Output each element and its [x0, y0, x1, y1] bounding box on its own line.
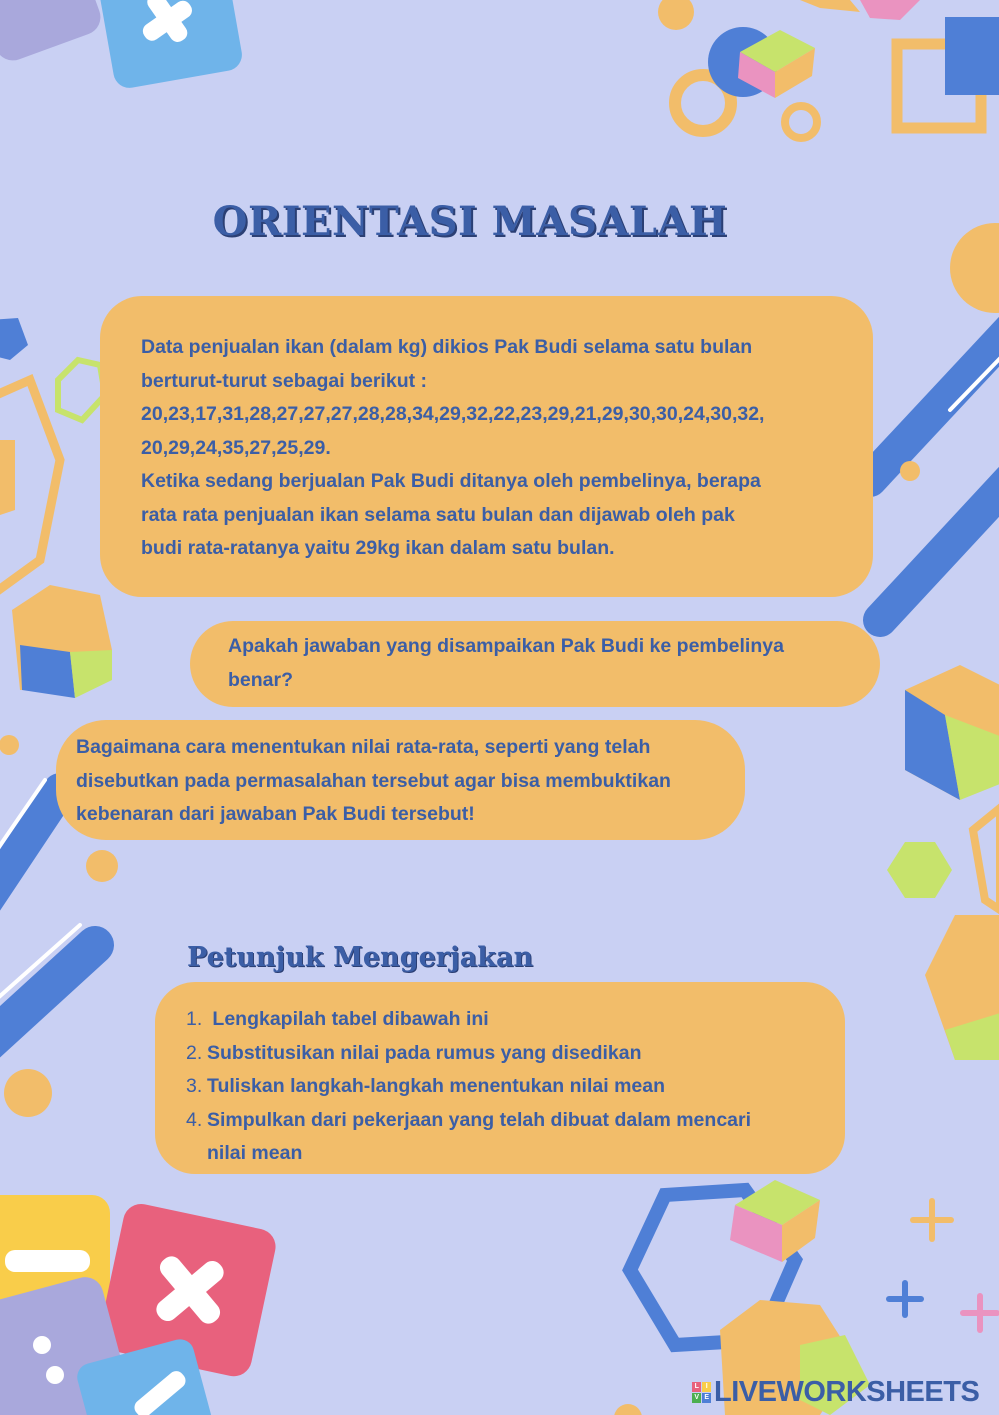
- problem-card: [100, 296, 873, 597]
- plus-blue-icon: [886, 1280, 924, 1318]
- question-line: Bagaimana cara menentukan nilai rata-rata, seperti yang telah: [76, 736, 651, 758]
- problem-data-line: 20,23,17,31,28,27,27,27,28,28,34,29,32,22,23,29,21,29,30,30,24,30,32,: [141, 403, 765, 425]
- liveworksheets-brand: [692, 1372, 979, 1412]
- list-text: Substitusikan nilai pada rumus yang disedikan: [207, 1041, 642, 1064]
- instructions-card: [155, 982, 845, 1174]
- hex-cube-right: [905, 665, 999, 800]
- question-line: Apakah jawaban yang disampaikan Pak Budi ke pembelinya: [228, 635, 784, 657]
- plus-orange-icon: [910, 1198, 954, 1242]
- list-number: 3.: [186, 1075, 203, 1097]
- question-line: kebenaran dari jawaban Pak Budi tersebut!: [76, 803, 475, 825]
- question-card-2: [56, 720, 745, 840]
- brand-name: LIVEWORKSHEETS: [714, 1375, 980, 1408]
- list-text-line: nilai mean: [207, 1142, 303, 1164]
- ring-small: [785, 106, 817, 138]
- problem-line: Ketika sedang berjualan Pak Budi ditanya oleh pembelinya, berapa: [141, 470, 761, 492]
- hex-green-right: [887, 842, 952, 898]
- list-number: 4.: [186, 1108, 203, 1131]
- square-blue: [945, 17, 999, 95]
- list-item: [186, 1070, 825, 1104]
- liveworksheets-logo-icon: L I V E: [692, 1382, 711, 1403]
- problem-data-line: 20,29,24,35,27,25,29.: [141, 436, 331, 459]
- dot-top: [658, 0, 694, 30]
- problem-line: rata rata penjualan ikan selama satu bulan dan dijawab oleh pak: [141, 503, 735, 526]
- list-text: Tuliskan langkah-langkah menentukan nilai mean: [207, 1075, 666, 1097]
- circle-right: [950, 223, 999, 313]
- problem-line: budi rata-ratanya yaitu 29kg ikan dalam satu bulan.: [141, 537, 615, 559]
- list-text-line: Simpulkan dari pekerjaan yang telah dibuat dalam mencari: [207, 1108, 752, 1131]
- instructions-list: [186, 1003, 825, 1171]
- blue-strokes-right: [870, 330, 999, 620]
- hex-green-left: [58, 360, 105, 420]
- question-card-1: [190, 621, 880, 707]
- list-text: [207, 1104, 751, 1171]
- problem-line: berturut-turut sebagai berikut :: [141, 369, 428, 392]
- question-line: benar?: [228, 668, 294, 691]
- list-item: [186, 1104, 825, 1171]
- list-item: [186, 1003, 825, 1037]
- page-title: ORIENTASI MASALAH: [212, 198, 728, 245]
- question-line: disebutkan pada permasalahan tersebut agar bisa membuktikan: [76, 769, 671, 792]
- instructions-heading: Petunjuk Mengerjakan: [187, 942, 534, 973]
- tile-top-left-purple: [0, 0, 105, 65]
- list-text: Lengkapilah tabel dibawah ini: [207, 1008, 489, 1030]
- plus-tile-top-left: [96, 0, 245, 90]
- hex-big-right: [925, 915, 999, 1060]
- list-number: 2.: [186, 1041, 203, 1064]
- plus-pink-icon: [960, 1293, 999, 1333]
- problem-line: Data penjualan ikan (dalam kg) dikios Pak Budi selama satu bulan: [141, 336, 753, 358]
- list-item: [186, 1037, 825, 1071]
- list-number: 1.: [186, 1008, 203, 1030]
- hex-cube-left: [12, 585, 112, 698]
